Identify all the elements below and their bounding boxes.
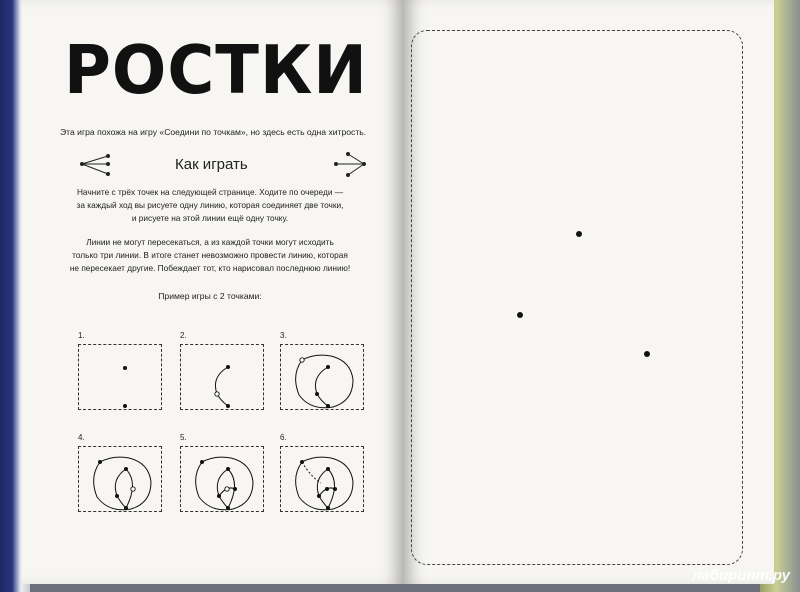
- step-6-diagram: [280, 446, 364, 512]
- step-label: 2.: [180, 331, 187, 340]
- step-label: 5.: [180, 433, 187, 442]
- page-title: РОСТКИ: [64, 32, 368, 110]
- rules-line: не пересекает другие. Побеждает тот, кто нарисовал последнюю линию!: [69, 263, 351, 273]
- rules-line: Линии не могут пересекаться, а из каждой точки могут исходить: [86, 237, 334, 247]
- step-5-diagram: [180, 446, 264, 512]
- rules-line: за каждый ход вы рисуете одну линию, которая соединяет две точки,: [76, 200, 344, 210]
- start-dot[interactable]: [576, 231, 582, 237]
- sprout-branch-icon: [328, 150, 368, 180]
- section-heading: Как играть: [175, 156, 248, 173]
- intro-text: Эта игра похожа на игру «Соедини по точкам», но здесь есть одна хитрость.: [60, 127, 367, 137]
- step-label: 1.: [78, 331, 85, 340]
- play-area-frame: [411, 30, 743, 565]
- step-label: 4.: [78, 433, 85, 442]
- rules-line: Начните с трёх точек на следующей странице. Ходите по очереди —: [76, 187, 344, 197]
- rules-paragraph-2: [55, 236, 365, 275]
- watermark-logo: лабиринт.ру: [692, 567, 790, 584]
- step-label: 6.: [280, 433, 287, 442]
- step-label: 3.: [280, 331, 287, 340]
- step-4-diagram: [78, 446, 162, 512]
- step-1-diagram: [78, 344, 162, 410]
- start-dot[interactable]: [644, 351, 650, 357]
- rules-paragraph-1: [55, 186, 365, 225]
- sprout-branch-icon: [78, 150, 118, 180]
- rules-line: и рисуете на этой линии ещё одну точку.: [131, 213, 289, 223]
- start-dot[interactable]: [517, 312, 523, 318]
- step-2-diagram: [180, 344, 264, 410]
- rules-line: только три линии. В итоге станет невозможно провести линию, которая: [72, 250, 348, 260]
- example-title: Пример игры с 2 точками:: [158, 291, 262, 301]
- step-3-diagram: [280, 344, 364, 410]
